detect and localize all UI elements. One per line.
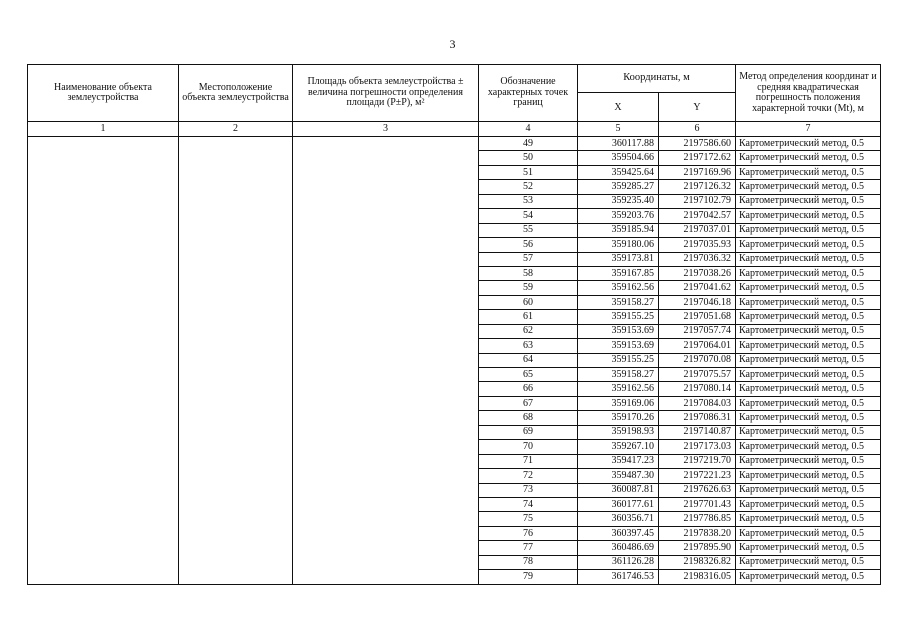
method-cell: Картометрический метод, 0.5: [736, 526, 881, 540]
point-cell: 79: [479, 570, 578, 584]
y-cell: 2197080.14: [659, 382, 736, 396]
x-cell: 359203.76: [578, 209, 659, 223]
y-cell: 2197173.03: [659, 440, 736, 454]
header-y: Y: [659, 93, 736, 122]
method-cell: Картометрический метод, 0.5: [736, 483, 881, 497]
header-points: Обозначение характерных точек границ: [479, 65, 578, 122]
point-cell: 64: [479, 353, 578, 367]
method-cell: Картометрический метод, 0.5: [736, 324, 881, 338]
point-cell: 77: [479, 541, 578, 555]
point-cell: 74: [479, 497, 578, 511]
x-cell: 359158.27: [578, 368, 659, 382]
x-cell: 359153.69: [578, 339, 659, 353]
method-cell: Картометрический метод, 0.5: [736, 310, 881, 324]
y-cell: 2197042.57: [659, 209, 736, 223]
y-cell: 2197701.43: [659, 497, 736, 511]
point-cell: 51: [479, 165, 578, 179]
method-cell: Картометрический метод, 0.5: [736, 368, 881, 382]
point-cell: 62: [479, 324, 578, 338]
point-cell: 52: [479, 180, 578, 194]
point-cell: 73: [479, 483, 578, 497]
column-number: 3: [293, 122, 479, 137]
point-cell: 69: [479, 425, 578, 439]
y-cell: 2197626.63: [659, 483, 736, 497]
column-number: 6: [659, 122, 736, 137]
x-cell: 360177.61: [578, 497, 659, 511]
y-cell: 2197038.26: [659, 266, 736, 280]
y-cell: 2197064.01: [659, 339, 736, 353]
x-cell: 359180.06: [578, 238, 659, 252]
y-cell: 2197172.62: [659, 151, 736, 165]
x-cell: 359504.66: [578, 151, 659, 165]
x-cell: 359487.30: [578, 469, 659, 483]
y-cell: 2197051.68: [659, 310, 736, 324]
y-cell: 2197070.08: [659, 353, 736, 367]
column-number: 7: [736, 122, 881, 137]
point-cell: 61: [479, 310, 578, 324]
y-cell: 2198326.82: [659, 555, 736, 569]
x-cell: 359153.69: [578, 324, 659, 338]
x-cell: 361126.28: [578, 555, 659, 569]
table-row: [28, 137, 881, 151]
header-coordinates: Координаты, м: [578, 65, 736, 93]
y-cell: 2197102.79: [659, 194, 736, 208]
header-location: Местоположение объекта землеустройства: [179, 65, 293, 122]
x-cell: 359170.26: [578, 411, 659, 425]
x-cell: 359198.93: [578, 425, 659, 439]
point-cell: 67: [479, 396, 578, 410]
header-method: Метод определения координат и средняя квадратическая погрешность положения характерной точки (Mt), м: [736, 65, 881, 122]
method-cell: Картометрический метод, 0.5: [736, 440, 881, 454]
y-cell: 2197169.96: [659, 165, 736, 179]
coordinates-table: [27, 64, 881, 585]
x-cell: 359185.94: [578, 223, 659, 237]
y-cell: 2198316.05: [659, 570, 736, 584]
x-cell: 359267.10: [578, 440, 659, 454]
point-cell: 58: [479, 266, 578, 280]
header-x: X: [578, 93, 659, 122]
point-cell: 53: [479, 194, 578, 208]
method-cell: Картометрический метод, 0.5: [736, 194, 881, 208]
y-cell: 2197221.23: [659, 469, 736, 483]
x-cell: 360486.69: [578, 541, 659, 555]
method-cell: Картометрический метод, 0.5: [736, 266, 881, 280]
point-cell: 49: [479, 137, 578, 151]
method-cell: Картометрический метод, 0.5: [736, 353, 881, 367]
location-cell: [179, 137, 293, 585]
column-number: 5: [578, 122, 659, 137]
method-cell: Картометрический метод, 0.5: [736, 541, 881, 555]
method-cell: Картометрический метод, 0.5: [736, 425, 881, 439]
method-cell: Картометрический метод, 0.5: [736, 238, 881, 252]
x-cell: 359158.27: [578, 295, 659, 309]
point-cell: 57: [479, 252, 578, 266]
y-cell: 2197838.20: [659, 526, 736, 540]
y-cell: 2197586.60: [659, 137, 736, 151]
x-cell: 359167.85: [578, 266, 659, 280]
y-cell: 2197041.62: [659, 281, 736, 295]
table-body: [28, 137, 881, 585]
point-cell: 78: [479, 555, 578, 569]
point-cell: 76: [479, 526, 578, 540]
method-cell: Картометрический метод, 0.5: [736, 497, 881, 511]
point-cell: 55: [479, 223, 578, 237]
method-cell: Картометрический метод, 0.5: [736, 454, 881, 468]
method-cell: Картометрический метод, 0.5: [736, 165, 881, 179]
point-cell: 71: [479, 454, 578, 468]
method-cell: Картометрический метод, 0.5: [736, 180, 881, 194]
method-cell: Картометрический метод, 0.5: [736, 469, 881, 483]
method-cell: Картометрический метод, 0.5: [736, 396, 881, 410]
method-cell: Картометрический метод, 0.5: [736, 252, 881, 266]
method-cell: Картометрический метод, 0.5: [736, 223, 881, 237]
y-cell: 2197036.32: [659, 252, 736, 266]
x-cell: 359285.27: [578, 180, 659, 194]
y-cell: 2197126.32: [659, 180, 736, 194]
x-cell: 359155.25: [578, 353, 659, 367]
x-cell: 359417.23: [578, 454, 659, 468]
y-cell: 2197037.01: [659, 223, 736, 237]
y-cell: 2197086.31: [659, 411, 736, 425]
point-cell: 50: [479, 151, 578, 165]
method-cell: Картометрический метод, 0.5: [736, 570, 881, 584]
point-cell: 65: [479, 368, 578, 382]
point-cell: 70: [479, 440, 578, 454]
y-cell: 2197035.93: [659, 238, 736, 252]
method-cell: Картометрический метод, 0.5: [736, 555, 881, 569]
x-cell: 359173.81: [578, 252, 659, 266]
column-number: 1: [28, 122, 179, 137]
y-cell: 2197219.70: [659, 454, 736, 468]
x-cell: 359425.64: [578, 165, 659, 179]
method-cell: Картометрический метод, 0.5: [736, 512, 881, 526]
object-name-cell: [28, 137, 179, 585]
point-cell: 60: [479, 295, 578, 309]
point-cell: 59: [479, 281, 578, 295]
x-cell: 360117.88: [578, 137, 659, 151]
method-cell: Картометрический метод, 0.5: [736, 382, 881, 396]
y-cell: 2197046.18: [659, 295, 736, 309]
method-cell: Картометрический метод, 0.5: [736, 295, 881, 309]
x-cell: 359162.56: [578, 281, 659, 295]
x-cell: 359162.56: [578, 382, 659, 396]
method-cell: Картометрический метод, 0.5: [736, 137, 881, 151]
x-cell: 360397.45: [578, 526, 659, 540]
method-cell: Картометрический метод, 0.5: [736, 411, 881, 425]
y-cell: 2197895.90: [659, 541, 736, 555]
point-cell: 63: [479, 339, 578, 353]
point-cell: 68: [479, 411, 578, 425]
point-cell: 72: [479, 469, 578, 483]
method-cell: Картометрический метод, 0.5: [736, 281, 881, 295]
x-cell: 359235.40: [578, 194, 659, 208]
y-cell: 2197084.03: [659, 396, 736, 410]
header-area: Площадь объекта землеустройства ± величина погрешности определения площади (P±P), м²: [293, 65, 479, 122]
page-number: 3: [449, 37, 456, 51]
y-cell: 2197786.85: [659, 512, 736, 526]
column-number: 4: [479, 122, 578, 137]
header-object-name: Наименование объекта землеустройства: [28, 65, 179, 122]
method-cell: Картометрический метод, 0.5: [736, 151, 881, 165]
point-cell: 75: [479, 512, 578, 526]
x-cell: 359169.06: [578, 396, 659, 410]
method-cell: Картометрический метод, 0.5: [736, 339, 881, 353]
point-cell: 54: [479, 209, 578, 223]
method-cell: Картометрический метод, 0.5: [736, 209, 881, 223]
y-cell: 2197140.87: [659, 425, 736, 439]
column-number: 2: [179, 122, 293, 137]
area-cell: [293, 137, 479, 585]
x-cell: 360087.81: [578, 483, 659, 497]
x-cell: 360356.71: [578, 512, 659, 526]
point-cell: 56: [479, 238, 578, 252]
x-cell: 359155.25: [578, 310, 659, 324]
y-cell: 2197057.74: [659, 324, 736, 338]
y-cell: 2197075.57: [659, 368, 736, 382]
point-cell: 66: [479, 382, 578, 396]
x-cell: 361746.53: [578, 570, 659, 584]
